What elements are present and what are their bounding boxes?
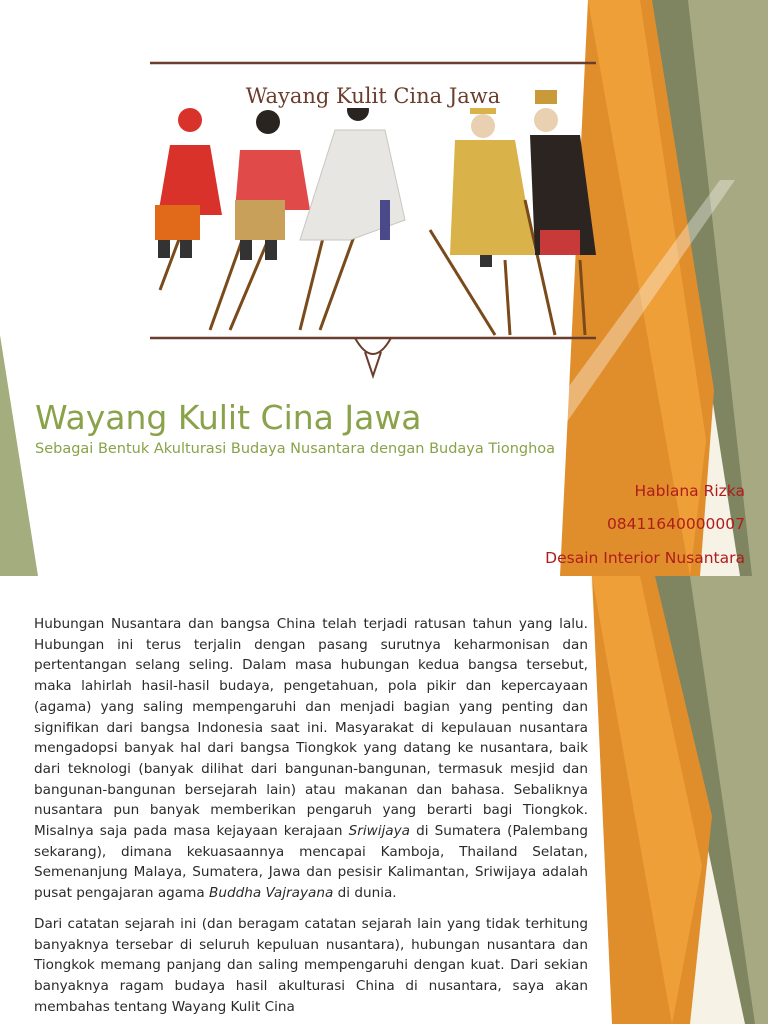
author-department: Desain Interior Nusantara: [545, 549, 745, 567]
author-name: Hablana Rizka: [634, 482, 745, 500]
body-text: [34, 614, 588, 1024]
left-olive-wedge: [0, 335, 38, 576]
black-robed-puppet-icon: [525, 90, 596, 335]
gold-robed-puppet-icon: [430, 100, 535, 335]
white-robed-puppet-icon: [300, 99, 405, 330]
presentation-subtitle: Sebagai Bentuk Akulturasi Budaya Nusantara dengan Budaya Tionghoa: [35, 441, 556, 457]
italic-term: Buddha Vajrayana: [209, 885, 334, 902]
author-student-id: 08411640000007: [606, 515, 745, 533]
ornament-icon: [355, 338, 391, 376]
paragraph-2: Dari catatan sejarah ini (dan beragam catatan sejarah lain yang tidak terhitung banyaknya tersebar di seluruh kepuluan nusantara), hubungan nusantara dan Tiongkok memang panjang dan saling mempengaruhi dengan kuat. Dari sekian banyaknya ragam budaya hasil akulturasi China di nusantara, saya akan membahas tentang Wayang Kulit Cina: [34, 915, 588, 1015]
presentation-title: Wayang Kulit Cina Jawa: [35, 398, 422, 437]
paragraph-1: Hubungan Nusantara dan bangsa China telah terjadi ratusan tahun yang lalu. Hubungan ini terus terjalin dengan pasang surutnya keharmonisan dan pertentangan selang seling. Dalam masa hubungan kedua bangsa tersebut, maka lahirlah hasil-hasil budaya, pengetahuan, pola pikir dan kepercayaan (agama) yang saling mempengaruhi dan menjadi bagian yang penting dan signifikan dari bangsa Indonesia saat ini. Masyarakat di kepulauan nusantara mengadopsi banyak hal dari bangsa Tiongkok yang datang ke nusantara, baik dari teknologi (banyak dilihat dari bangunan-bangunan, termasuk mesjid dan bangunan-bangunan bersejarah lain) atau makanan dan bahasa. Sebaliknya nusantara pun banyak memberikan pengaruh yang berarti bagi Tiongkok. Misalnya saja pada masa kejayaan kerajaan Sriwijaya di Sumatera (Palembang sekarang), dimana kekuasaannya mencapai Kamboja, Thailand Selatan, Semenanjung Malaya, Sumatera, Jawa dan pesisir Kalimantan, Sriwijaya adalah pusat pengajaran agama Buddha Vajrayana di dunia.: [34, 616, 588, 902]
wayang-banner-image: [150, 40, 596, 380]
banner-title: Wayang Kulit Cina Jawa: [150, 84, 596, 108]
italic-term: Sriwijaya: [348, 823, 411, 840]
content-slide: [0, 576, 768, 1024]
red-robed-puppet-icon: [155, 108, 222, 290]
red-robed-puppet-icon: [210, 110, 310, 330]
